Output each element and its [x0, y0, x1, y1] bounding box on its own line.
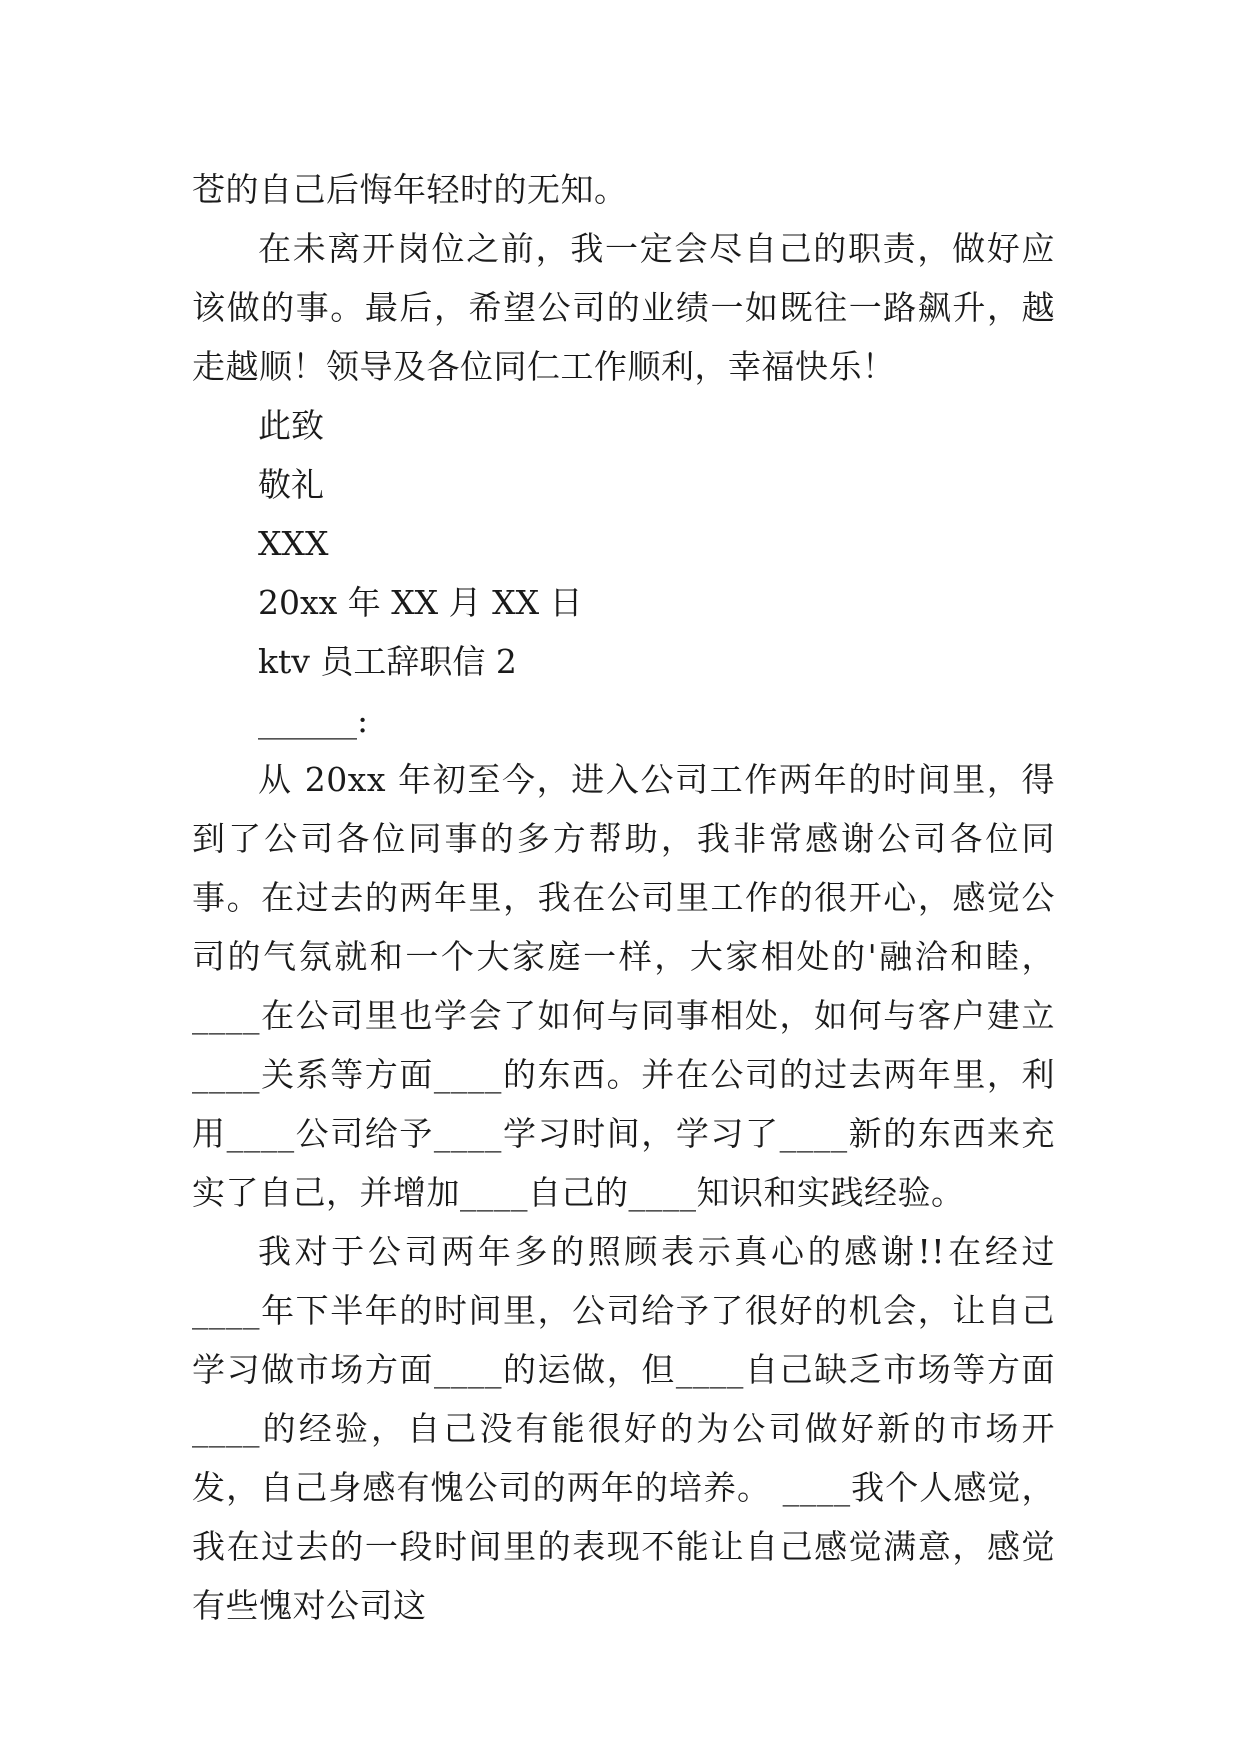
letter-body — [192, 160, 1055, 1635]
paragraph-farewell: 在未离开岗位之前，我一定会尽自己的职责，做好应该做的事。最后，希望公司的业绩一如既往一路飙升，越走越顺！领导及各位同仁工作顺利，幸福快乐！ — [192, 229, 1055, 386]
salutation-line: ______: — [258, 701, 369, 740]
paragraph-body-1: 从 20xx 年初至今，进入公司工作两年的时间里，得到了公司各位同事的多方帮助，我非常感谢公司各位同事。在过去的两年里，我在公司里工作的很开心，感觉公司的气氛就和一个大家庭一样，大家相处的'融洽和睦，____在公司里也学会了如何与同事相处，如何与客户建立____关系等方面____的东西。并在公司的过去两年里，利用____公司给予____学习时间，学习了____新的东西来充实了自己，并增加____自己的____知识和实践经验。 — [192, 760, 1055, 1212]
paragraph-continuation: 苍的自己后悔年轻时的无知。 — [192, 170, 628, 209]
signature-name: XXX — [258, 524, 329, 563]
signature-date: 20xx 年 XX 月 XX 日 — [258, 583, 583, 622]
letter-heading: ktv 员工辞职信 2 — [258, 642, 517, 681]
paragraph-body-2: 我对于公司两年多的照顾表示真心的感谢!!在经过____年下半年的时间里，公司给予了很好的机会，让自己学习做市场方面____的运做，但____自己缺乏市场等方面____的经验，自己没有能很好的为公司做好新的市场开发，自己身感有愧公司的两年的培养。 ____我个人感觉，我在过去的一段时间里的表现不能让自己感觉满意，感觉有些愧对公司这 — [192, 1232, 1055, 1625]
closing-line-2: 敬礼 — [258, 465, 324, 504]
closing-line-1: 此致 — [258, 406, 324, 445]
